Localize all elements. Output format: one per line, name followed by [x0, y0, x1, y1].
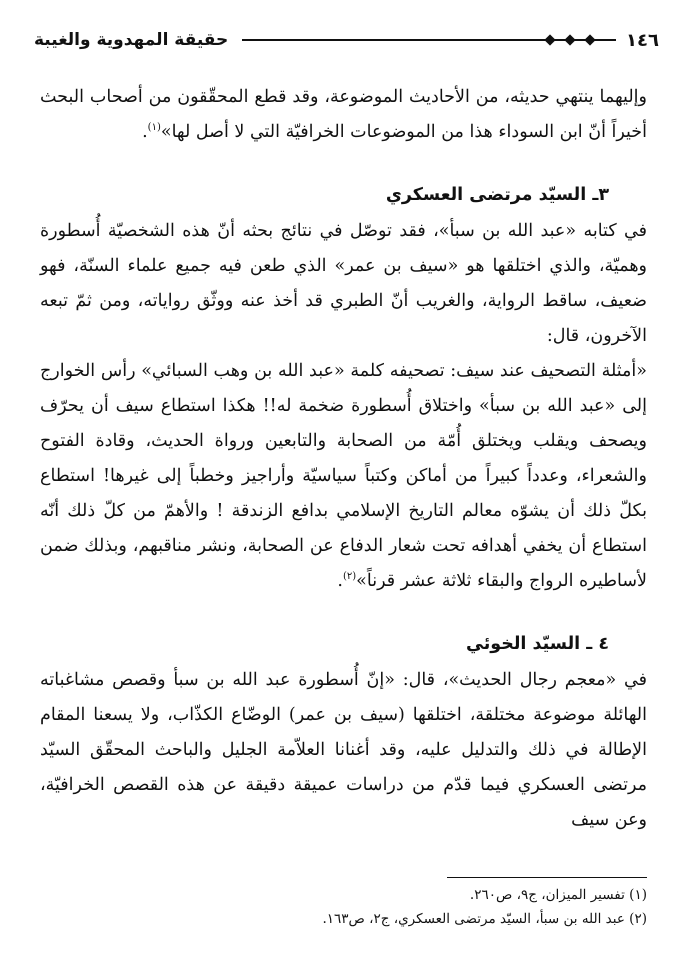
section-heading-4: ٤ ـ السيّد الخوئي: [465, 634, 609, 654]
diamond-ornament-icon: [564, 34, 575, 45]
diamond-ornament-icon: [584, 34, 595, 45]
footnote-separator: [447, 877, 647, 878]
section-heading-3: ٣ـ السيّد مرتضى العسكري: [385, 185, 609, 205]
footnote-ref-2: (٢): [342, 571, 357, 583]
intro-paragraph: [40, 80, 647, 150]
book-title: حقيقة المهدوية والغيبة: [34, 30, 229, 50]
intro-end: .: [142, 122, 148, 142]
quote-end: .: [337, 571, 343, 591]
intro-text: وإليهما ينتهي حديثه، من الأحاديث الموضوعة، وقد قطع المحقّقون من أصحاب البحث أخيراً أنّ ابن السوداء هذا من الموضوعات الخرافيّة التي لا أصل لها»: [40, 87, 647, 142]
footnote-1: (١) تفسير الميزان، ج٩، ص٢٦٠.: [469, 887, 647, 903]
page-number: ١٤٦: [626, 29, 659, 51]
diamond-ornament-icon: [544, 34, 555, 45]
footnote-ref-1: (١): [147, 122, 161, 134]
footnotes: [40, 883, 647, 931]
section3-paragraph-2: [40, 354, 647, 599]
header-ornament: [546, 33, 594, 44]
quote-text: «أمثلة التصحيف عند سيف: تصحيفه كلمة «عبد الله بن وهب السبائي» رأس الخوارج إلى «عبد الله بن سبأ» واختلاق أُسطورة ضخمة له!! هكذا استطاع سيف أن يحرّف ويصحف ويقلب ويختلق أُمّة من الصحابة والتابعين ورواة الحديث، وقادة الفتوح والشعراء، وعدداً كبيراً من أماكن وكتباً سياسيّة وأراجيز وخطباً إلى غيرها! استطاع بكلّ ذلك أن يشوّه معالم التاريخ الإسلامي بدافع الزندقة ! والأهمّ من كلّ ذلك أنّه استطاع أن يخفي أهدافه تحت شعار الدفاع عن الصحابة، ونشر مناقبهم، وبذلك ضمن لأساطيره الرواج والبقاء ثلاثة عشر قرناً»: [40, 361, 647, 591]
section3-paragraph-1: في كتابه «عبد الله بن سبأ»، فقد توصّل في نتائج بحثه أنّ هذه الشخصيّة أُسطورة وهميّة، والذي اختلقها هو «سيف بن عمر» الذي طعن فيه جميع علماء السنّة، فهو ضعيف، ساقط الرواية، والغريب أنّ الطبري قد أخذ عنه ووثّق رواياته، ومن ثمّ تبعه الآخرون، قال:: [40, 221, 647, 346]
header-divider: [242, 33, 616, 47]
running-header: [34, 27, 659, 53]
section4-paragraph-1: في «معجم رجال الحديث»، قال: «إنّ أُسطورة عبد الله بن سبأ وقصص مشاغباته الهائلة موضوعة مختلقة، اختلقها (سيف بن عمر) الوضّاع الكذّاب، ولا يسعنا المقام الإطالة في ذلك والتدليل عليه، وقد أغنانا العلاّمة الجليل والباحث المحقّق السيّد مرتضى العسكري فيما قدّم من دراسات عميقة دقيقة عن هذه القصص الخرافيّة، وعن سيف: [40, 670, 647, 830]
footnote-2: (٢) عبد الله بن سبأ، السيّد مرتضى العسكري، ج٢، ص١٦٣.: [322, 911, 647, 927]
main-text: [40, 80, 647, 838]
